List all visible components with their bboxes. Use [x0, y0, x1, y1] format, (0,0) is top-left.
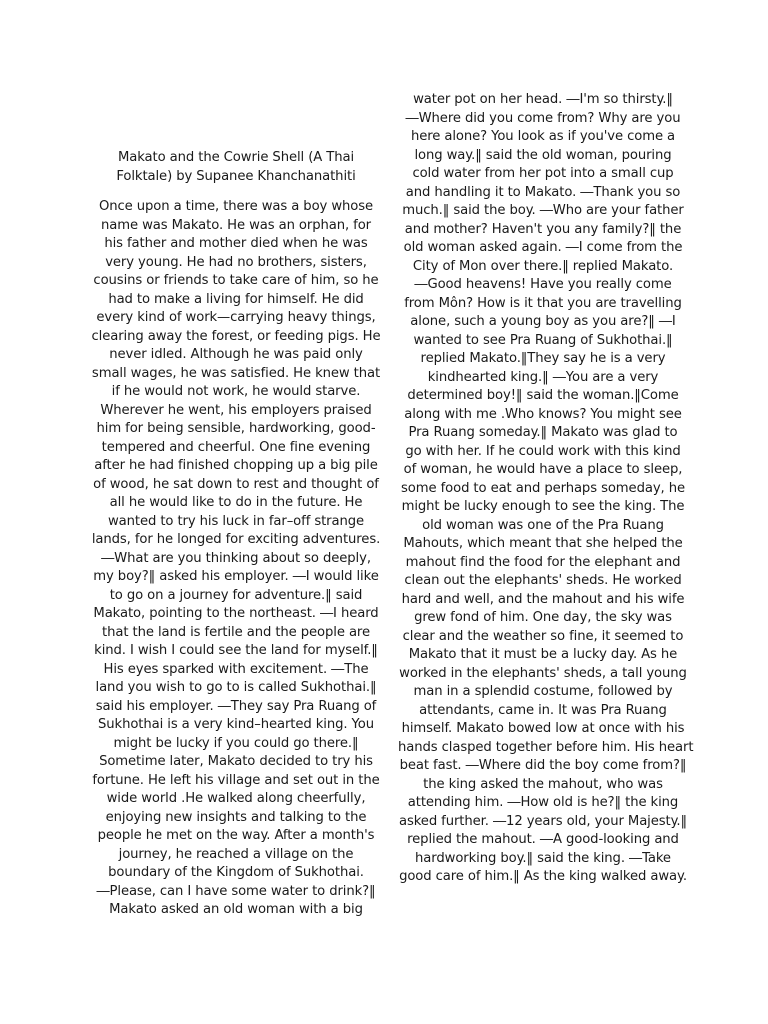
text-line: never idled. Although he was paid only [109, 347, 363, 362]
text-line: land you wish to go to is called Sukhothai.‖ [95, 680, 377, 695]
text-line: City of Mon over there.‖ replied Makato. [412, 258, 674, 274]
text-line: mahout find the food for the elephant and [405, 554, 681, 570]
text-line: worked in the elephants' sheds, a tall young [399, 665, 687, 681]
text-line: ―Where did you come from? Why are you [405, 110, 681, 126]
text-line: wide world .He walked along cheerfully, [106, 791, 366, 806]
text-line: very young. He had no brothers, sisters, [105, 254, 367, 270]
text-line: asked further. ―12 years old, your Majesty.‖ [398, 813, 687, 829]
text-line: clear and the weather so fine, it seemed to [402, 628, 684, 644]
text-line: if he would not work, he would starve. [111, 384, 361, 399]
left-column [86, 149, 386, 920]
text-line: ―What are you thinking about so deeply, [101, 550, 371, 566]
text-line: Mahouts, which meant that she helped the [403, 536, 683, 551]
text-line: here alone? You look as if you've come a [410, 129, 676, 144]
text-line: the king asked the mahout, who was [423, 776, 663, 792]
text-line: old woman asked again. ―I come from the [403, 240, 683, 255]
text-line: Sukhothai is a very kind–hearted king. You [98, 717, 374, 732]
text-line: people he met on the way. After a month's [97, 828, 375, 843]
text-line: tempered and cheerful. One fine evening [101, 439, 371, 455]
text-line: to go on a journey for adventure.‖ said [109, 587, 363, 603]
text-line: attendants, came in. It was Pra Ruang [419, 702, 667, 718]
text-line: might be lucky if you could go there.‖ [113, 735, 359, 751]
text-line: His eyes sparked with excitement. ―The [103, 661, 369, 677]
text-line: Sometime later, Makato decided to try his [99, 754, 373, 769]
text-line: might be lucky enough to see the king. The [401, 499, 685, 514]
text-line: journey, he reached a village on the [118, 846, 354, 862]
text-line: replied the mahout. ―A good-looking and [407, 832, 679, 847]
text-line: attending him. ―How old is he?‖ the king [407, 795, 679, 810]
text-line: Makato that it must be a lucky day. As he [408, 647, 678, 662]
text-line: hands clasped together before him. His heart [398, 739, 694, 755]
text-line: enjoying new insights and talking to the [105, 809, 367, 825]
text-line: long way.‖ said the old woman, pouring [414, 147, 672, 163]
text-line: every kind of work—carrying heavy things, [96, 310, 376, 325]
story-title [86, 149, 386, 186]
text-line: from Môn? How is it that you are travelling [404, 295, 682, 311]
text-line: Makato, pointing to the northeast. ―I heard [93, 606, 379, 621]
text-line: ―Good heavens! Have you really come [414, 277, 672, 292]
text-line: clearing away the forest, or feeding pigs. He [91, 328, 381, 344]
text-line: kind. I wish I could see the land for myself.‖ [94, 643, 378, 658]
right-column-text [398, 91, 694, 887]
text-line: kindhearted king.‖ ―You are a very [427, 369, 659, 385]
text-line: name was Makato. He was an orphan, for [100, 217, 371, 233]
text-line: along with me .Who knows? You might see [404, 406, 682, 422]
text-line: and handling it to Makato. ―Thank you so [405, 184, 681, 200]
text-line: grew fond of him. One day, the sky was [414, 610, 672, 625]
text-line: his father and mother died when he was [104, 236, 368, 251]
title-line: Folktale) by Supanee Khanchanathiti [116, 168, 356, 184]
text-line: go with her. If he could work with this kind [405, 443, 681, 459]
text-line: replied Makato.‖They say he is a very [420, 351, 666, 366]
text-line: man in a splendid costume, followed by [413, 684, 673, 699]
text-line: after he had finished chopping up a big pile [94, 458, 378, 473]
text-line: cold water from her pot into a small cup [412, 166, 674, 181]
text-line: hardworking boy.‖ said the king. ―Take [415, 850, 671, 866]
text-line: him for being sensible, hardworking, good- [96, 421, 376, 436]
text-line: clean out the elephants' sheds. He worked [404, 573, 682, 588]
text-line: wanted to try his luck in far–off strange [107, 513, 365, 529]
text-line: that the land is fertile and the people are [102, 624, 370, 640]
text-line: himself. Makato bowed low at once with his [401, 721, 685, 736]
text-line: of woman, he would have a place to sleep, [403, 462, 683, 477]
text-line: cousins or friends to take care of him, so he [93, 273, 379, 288]
text-line: lands, for he longed for exciting adventures. [91, 532, 381, 547]
title-line: Makato and the Cowrie Shell (A Thai [117, 150, 355, 165]
text-line: of wood, he sat down to rest and thought of [93, 476, 379, 492]
text-line: alone, such a young boy as you are?‖ ―I [410, 314, 676, 329]
text-line: had to make a living for himself. He did [108, 291, 364, 307]
text-line: water pot on her head. ―I'm so thirsty.‖ [413, 92, 673, 107]
text-line: my boy?‖ asked his employer. ―I would like [93, 569, 379, 584]
text-line: much.‖ said the boy. ―Who are your father [402, 203, 684, 218]
text-line: Wherever he went, his employers praised [100, 402, 372, 418]
text-line: wanted to see Pra Ruang of Sukhothai.‖ [413, 332, 673, 348]
text-line: and mother? Haven't you any family?‖ the [404, 221, 682, 237]
text-line: Pra Ruang someday.‖ Makato was glad to [408, 425, 678, 440]
text-line: determined boy!‖ said the woman.‖Come [407, 388, 679, 403]
text-line: fortune. He left his village and set out in the [92, 772, 380, 788]
text-line: small wages, he was satisfied. He knew that [91, 365, 381, 381]
text-line: some food to eat and perhaps someday, he [401, 480, 685, 496]
text-line: said his employer. ―They say Pra Ruang of [95, 698, 377, 714]
text-line: good care of him.‖ As the king walked away. [399, 869, 687, 884]
text-line: ―Please, can I have some water to drink?‖ [96, 883, 376, 899]
text-line: Makato asked an old woman with a big [109, 902, 363, 917]
text-line: old woman was one of the Pra Ruang [422, 517, 664, 533]
right-column [398, 91, 694, 887]
text-line: Once upon a time, there was a boy whose [98, 199, 374, 214]
text-line: hard and well, and the mahout and his wife [401, 591, 685, 607]
text-line: beat fast. ―Where did the boy come from?‖ [399, 758, 687, 773]
text-line: all he would like to do in the future. He [109, 495, 363, 510]
text-line: boundary of the Kingdom of Sukhothai. [108, 865, 364, 880]
left-column-text [86, 198, 386, 920]
